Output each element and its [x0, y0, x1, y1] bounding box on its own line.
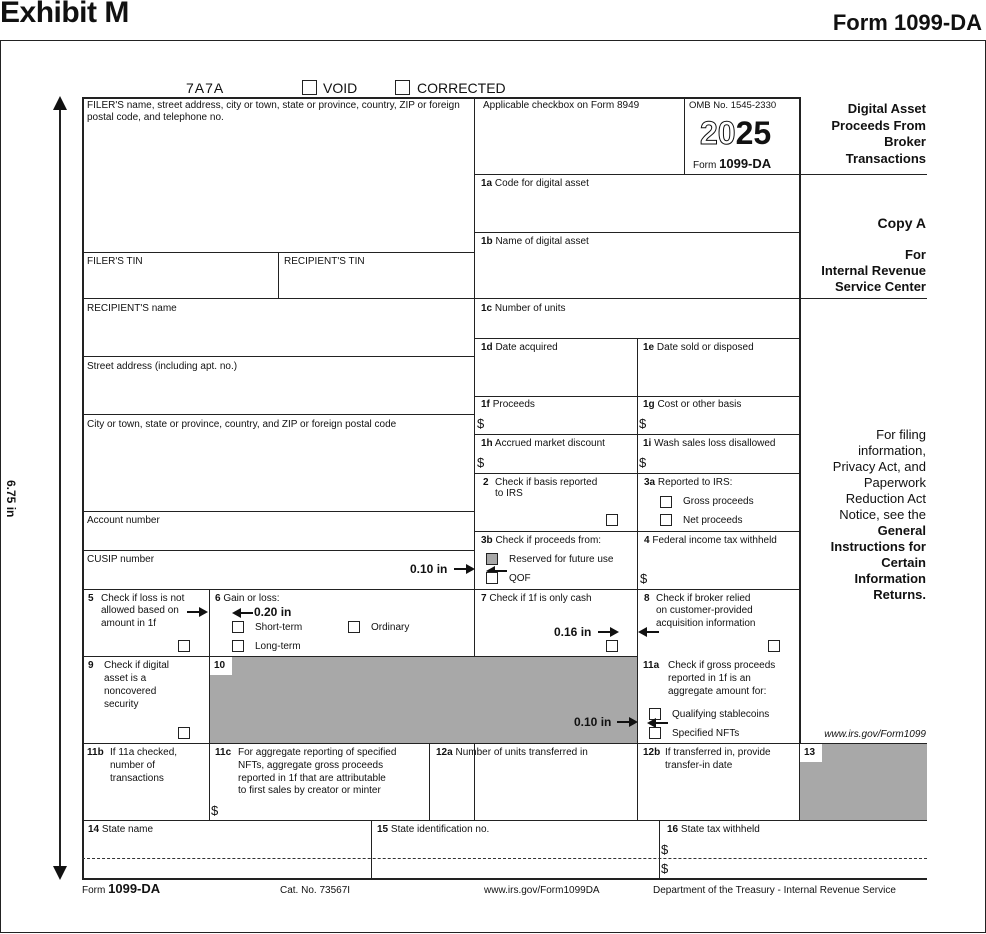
box-9-line-1: Check if digital — [104, 660, 170, 671]
info-line-4: Paperwork — [863, 475, 926, 490]
recipient-name-label: RECIPIENT'S name — [87, 303, 177, 314]
box-6-arrow-left-icon — [232, 607, 254, 619]
box-6-short-term-label: Short-term — [255, 622, 303, 633]
box-1f-num: 1f — [481, 399, 490, 410]
tax-year-bold: 25 — [735, 115, 772, 151]
box-16-field-1[interactable] — [672, 838, 926, 856]
omb-form-word: Form — [693, 160, 717, 171]
box-8-checkbox[interactable] — [768, 640, 780, 652]
info-line-1: For filing — [876, 427, 926, 442]
box-7-num: 7 — [481, 593, 487, 604]
box-12b-line-1: If transferred in, provide — [665, 747, 771, 758]
info-line-5: Reduction Act — [845, 491, 926, 506]
box-7-arrow-right-icon — [598, 626, 620, 638]
info-line-9: Certain — [881, 555, 926, 570]
box-1f-text: Proceeds — [492, 399, 535, 410]
box-6-text: Gain or loss: — [223, 593, 280, 604]
box-1a-text: Code for digital asset — [494, 178, 589, 189]
box-1g-text: Cost or other basis — [657, 399, 742, 410]
box-1h-label — [481, 438, 605, 450]
box-3a-label — [644, 477, 732, 489]
footer-form-id: 1099-DA — [108, 881, 161, 896]
title-line-2: Proceeds From — [831, 117, 926, 133]
box-11b-line-3: transactions — [110, 773, 164, 784]
footer-url[interactable]: www.irs.gov/Form1099DA — [484, 885, 600, 896]
box-3b-reserved-checkbox — [486, 553, 498, 565]
box-15-field-1[interactable] — [373, 838, 658, 856]
box-1g-field[interactable] — [650, 414, 798, 432]
box-7-checkbox[interactable] — [606, 640, 618, 652]
box-11b-num: 11b — [87, 747, 104, 758]
city-label: City or town, state or province, country, and ZIP or foreign postal code — [87, 419, 397, 430]
irs-url-side[interactable]: www.irs.gov/Form1099 — [824, 729, 926, 740]
box-11a-line-2: reported in 1f is an — [668, 673, 751, 684]
box-1i-text: Wash sales loss disallowed — [654, 438, 776, 449]
box-8-line-2: on customer-provided — [656, 605, 753, 616]
box-1g-dollar: $ — [639, 416, 647, 431]
dimension-line — [59, 104, 61, 870]
info-line-10: Information — [854, 571, 926, 586]
box-1h-dollar: $ — [477, 455, 485, 470]
box-9-line-3: noncovered — [104, 686, 157, 697]
box-12b-num: 12b — [643, 747, 661, 758]
box-4-dollar: $ — [640, 571, 648, 586]
box-7-dimension-note: 0.16 in — [554, 625, 592, 639]
tax-year — [700, 115, 771, 151]
recipient-name-field[interactable] — [84, 318, 472, 354]
box-11c-line-3: reported in 1f that are attributable — [238, 773, 386, 784]
filer-tin-label: FILER'S TIN — [87, 256, 143, 267]
exhibit-label: Exhibit M — [0, 0, 129, 29]
box-11c-line-2: NFTs, aggregate gross proceeds — [238, 760, 384, 771]
title-line-4: Transactions — [845, 150, 926, 166]
box-3b-reserved-label: Reserved for future use — [509, 554, 614, 565]
info-line-7: General — [877, 523, 926, 538]
box-12a-num: 12a — [436, 747, 453, 758]
filer-name-field[interactable] — [84, 126, 472, 250]
box-5-line-2: allowed based on — [101, 605, 179, 616]
box-14-text: State name — [101, 824, 154, 835]
box-4-num: 4 — [644, 535, 650, 546]
box-10-num: 10 — [214, 660, 226, 671]
box-11a-line-1: Check if gross proceeds — [668, 660, 776, 671]
applicable-checkbox-field[interactable] — [476, 116, 682, 172]
box-11c-dollar: $ — [211, 803, 219, 818]
box-11b-field[interactable] — [84, 788, 208, 818]
box-12b-line-2: transfer-in date — [665, 760, 733, 771]
box-1d-text: Date acquired — [495, 342, 558, 353]
box-16-dollar-1: $ — [661, 842, 669, 857]
box-6-short-term-checkbox[interactable] — [232, 621, 244, 633]
form-title-block — [800, 101, 926, 167]
box-15-text: State identification no. — [390, 824, 490, 835]
footer-form-word: Form — [82, 885, 106, 896]
footer-cat-number: Cat. No. 73567I — [280, 885, 351, 896]
filer-tin-field[interactable] — [84, 270, 276, 296]
box-1d-label — [481, 342, 558, 354]
box-12a-field[interactable] — [431, 762, 636, 818]
box-6-long-term-checkbox[interactable] — [232, 640, 244, 652]
box-1f-label — [481, 399, 535, 411]
box-1e-text: Date sold or disposed — [656, 342, 754, 353]
box-15-label — [377, 824, 489, 836]
box-1b-label — [481, 236, 589, 248]
box-1c-label — [481, 303, 566, 315]
box-9-checkbox[interactable] — [178, 727, 190, 739]
box-1c-num: 1c — [481, 303, 493, 314]
filing-info-block — [800, 427, 926, 603]
box-1g-num: 1g — [643, 399, 655, 410]
dimension-arrow-down-icon — [53, 866, 67, 880]
form-title-top: Form 1099-DA — [832, 10, 982, 35]
box-1e-num: 1e — [643, 342, 655, 353]
street-address-field[interactable] — [84, 376, 472, 412]
corrected-label: CORRECTED — [417, 80, 506, 96]
info-line-2: information, — [858, 443, 926, 458]
box-3b-qof-checkbox[interactable] — [486, 572, 498, 584]
irs-line-2: Service Center — [834, 279, 926, 294]
box-1d-num: 1d — [481, 342, 493, 353]
box-12a-label — [436, 747, 588, 759]
box-1f-field[interactable] — [488, 414, 636, 432]
box-1h-num: 1h — [481, 438, 493, 449]
box-16-dollar-2: $ — [661, 861, 669, 876]
tax-year-outline: 20 — [700, 115, 736, 151]
box-3a-net-checkbox[interactable] — [660, 514, 672, 526]
recipient-tin-field[interactable] — [280, 270, 472, 296]
box-11a-num: 11a — [643, 660, 660, 671]
void-label: VOID — [323, 80, 358, 96]
box-16-label — [667, 824, 760, 836]
info-line-11: Returns. — [873, 587, 926, 602]
omb-form-label — [693, 158, 771, 172]
box-1i-label — [643, 438, 775, 450]
omb-number: OMB No. 1545-2330 — [689, 100, 777, 111]
copy-for-block — [800, 247, 926, 295]
box-6-dimension-note: 0.20 in — [254, 605, 292, 619]
info-line-6: Notice, see the — [839, 507, 926, 522]
box-3b-text: Check if proceeds from: — [495, 535, 602, 546]
state-row-divider — [82, 858, 927, 859]
cusip-label: CUSIP number — [87, 554, 155, 565]
box-11c-line-1: For aggregate reporting of specified — [238, 747, 397, 758]
box-11b-line-2: number of — [110, 760, 156, 771]
account-number-label: Account number — [87, 515, 160, 526]
form-code: 7A7A — [186, 80, 225, 96]
box-8-num: 8 — [644, 593, 650, 604]
recipient-tin-label: RECIPIENT'S TIN — [284, 256, 365, 267]
box-1e-field[interactable] — [639, 356, 798, 394]
box-11b-line-1: If 11a checked, — [110, 747, 178, 758]
box-9-line-2: asset is a — [104, 673, 147, 684]
box-1h-field[interactable] — [488, 453, 636, 471]
filer-name-label: FILER'S name, street address, city or town, state or province, country, ZIP or foreign postal code, and telephone no. — [87, 100, 460, 123]
cusip-field[interactable] — [84, 568, 384, 586]
box-11a-nft-checkbox[interactable] — [649, 727, 661, 739]
box-1c-field[interactable] — [476, 316, 798, 336]
box-11a-arrow-right-icon — [617, 716, 639, 728]
box-3a-gross-checkbox[interactable] — [660, 496, 672, 508]
box-6-label — [215, 593, 279, 605]
box-2-num: 2 — [483, 477, 489, 488]
dimension-arrow-up-icon — [53, 96, 67, 110]
account-number-field[interactable] — [84, 530, 472, 548]
box-14-field-1[interactable] — [84, 838, 370, 856]
box-16-field-2[interactable] — [672, 860, 926, 877]
box-1h-text: Accrued market discount — [494, 438, 605, 449]
box-2-line-2: to IRS — [495, 488, 523, 499]
box-11a-line-3: aggregate amount for: — [668, 686, 767, 697]
box-1a-field[interactable] — [476, 192, 798, 230]
box-6-long-term-label: Long-term — [255, 641, 301, 652]
box-5-line-3: amount in 1f — [101, 618, 157, 629]
omb-form-id: 1099-DA — [719, 156, 772, 171]
box-1f-dollar: $ — [477, 416, 485, 431]
dimension-label: 6.75 in — [4, 480, 18, 518]
box-11a-dimension-note: 0.10 in — [574, 715, 612, 729]
box-15-num: 15 — [377, 824, 389, 835]
box-14-num: 14 — [88, 824, 100, 835]
box-4-field[interactable] — [652, 568, 798, 588]
box-4-text: Federal income tax withheld — [652, 535, 777, 546]
box-3a-num: 3a — [644, 477, 656, 488]
corrected-checkbox[interactable] — [395, 80, 410, 95]
title-line-3: Broker — [884, 134, 926, 149]
box-3a-text: Reported to IRS: — [657, 477, 733, 488]
box-7-text: Check if 1f is only cash — [489, 593, 592, 604]
box-1a-num: 1a — [481, 178, 493, 189]
box-5-line-1: Check if loss is not — [101, 593, 185, 604]
box-5-checkbox[interactable] — [178, 640, 190, 652]
box-14-label — [88, 824, 153, 836]
box-12b-field[interactable] — [639, 776, 798, 818]
box-6-ordinary-checkbox[interactable] — [348, 621, 360, 633]
box-12a-text: Number of units transferred in — [455, 747, 588, 758]
box-1i-field[interactable] — [650, 453, 798, 471]
box-1b-text: Name of digital asset — [495, 236, 589, 247]
box-11c-line-4: to first sales by creator or minter — [238, 785, 381, 796]
box-1a-label — [481, 178, 589, 190]
info-line-3: Privacy Act, and — [832, 459, 926, 474]
box-14-field-2[interactable] — [84, 860, 370, 877]
box-3b-num: 3b — [481, 535, 493, 546]
info-line-8: Instructions for — [830, 539, 926, 554]
for-line: For — [905, 247, 926, 262]
box-1c-text: Number of units — [494, 303, 566, 314]
box-15-field-2[interactable] — [373, 860, 658, 877]
box-3a-net-label: Net proceeds — [683, 515, 743, 526]
box-13-num: 13 — [804, 747, 816, 758]
footer-department: Department of the Treasury - Internal Revenue Service — [653, 885, 896, 896]
title-line-1: Digital Asset — [847, 101, 926, 116]
applicable-checkbox-label: Applicable checkbox on Form 8949 — [483, 100, 640, 111]
cusip-dimension-note: 0.10 in — [410, 562, 448, 576]
box-2-line-1: Check if basis reported — [495, 477, 598, 488]
box-7-label — [481, 593, 592, 605]
box-11a-nft-label: Specified NFTs — [672, 728, 740, 739]
box-16-text: State tax withheld — [680, 824, 760, 835]
box-6-ordinary-label: Ordinary — [371, 622, 410, 633]
copy-a-label: Copy A — [877, 215, 926, 231]
box-1b-field[interactable] — [476, 250, 798, 296]
box-8-line-3: acquisition information — [656, 618, 756, 629]
footer-form-label — [82, 883, 160, 897]
void-checkbox[interactable] — [302, 80, 317, 95]
box-1e-label — [643, 342, 754, 354]
box-4-label — [644, 535, 777, 547]
box-3a-gross-label: Gross proceeds — [683, 496, 754, 507]
box-10-shade — [210, 657, 637, 743]
box-1i-dollar: $ — [639, 455, 647, 470]
box-3b-label — [481, 535, 601, 547]
irs-line-1: Internal Revenue — [821, 263, 926, 278]
box-1g-label — [643, 399, 741, 411]
box-3b-qof-label: QOF — [509, 573, 531, 584]
box-9-num: 9 — [88, 660, 94, 671]
box-11c-field[interactable] — [222, 800, 427, 818]
box-5-arrow-right-icon — [187, 606, 209, 618]
box-16-num: 16 — [667, 824, 679, 835]
box-9-line-4: security — [104, 699, 139, 710]
box-11c-num: 11c — [215, 747, 232, 758]
box-6-num: 6 — [215, 593, 221, 604]
box-1d-field[interactable] — [476, 356, 636, 394]
street-address-label: Street address (including apt. no.) — [87, 361, 238, 372]
box-11a-stablecoins-label: Qualifying stablecoins — [672, 709, 770, 720]
box-5-num: 5 — [88, 593, 94, 604]
box-2-checkbox[interactable] — [606, 514, 618, 526]
box-1i-num: 1i — [643, 438, 652, 449]
cusip-arrow-right-icon — [454, 563, 476, 575]
box-8-line-1: Check if broker relied — [656, 593, 751, 604]
box-1b-num: 1b — [481, 236, 493, 247]
city-field[interactable] — [84, 434, 472, 509]
